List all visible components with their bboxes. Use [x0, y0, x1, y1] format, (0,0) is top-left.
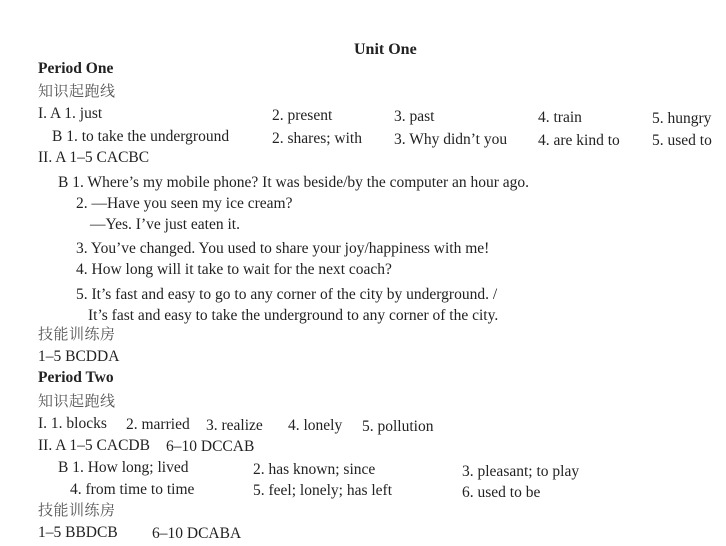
answer-item: II. A 1–5 CACDB	[38, 437, 150, 454]
answer-item: 2. shares; with	[272, 130, 362, 147]
section-knowledge-start: 知识起跑线	[38, 392, 116, 410]
answer-item: II. A 1–5 CACBC	[38, 149, 150, 166]
answer-item: I. 1. blocks	[38, 415, 107, 432]
section-skill-training: 技能训练房	[38, 501, 116, 519]
answer-item: 6. used to be	[462, 484, 541, 501]
answer-item: 1–5 BBDCB	[38, 524, 118, 541]
section-knowledge-start: 知识起跑线	[38, 82, 116, 100]
period-one-heading: Period One	[38, 60, 114, 77]
answer-sentence: B 1. Where’s my mobile phone? It was beside/by the computer an hour ago.	[58, 174, 530, 191]
answer-item: 6–10 DCABA	[152, 525, 242, 542]
answer-item: 5. hungry	[652, 110, 712, 127]
answer-item: 4. lonely	[288, 417, 343, 434]
answer-item: 5. feel; lonely; has left	[253, 482, 393, 499]
answer-item: 5. pollution	[362, 418, 434, 435]
answer-sentence: 3. You’ve changed. You used to share your joy/happiness with me!	[76, 240, 490, 257]
answer-item: 2. has known; since	[253, 461, 376, 478]
answer-item: 3. Why didn’t you	[394, 131, 508, 148]
answer-item: 6–10 DCCAB	[166, 438, 255, 455]
answer-item: 5. used to	[652, 132, 712, 149]
answer-item: 3. pleasant; to play	[462, 463, 580, 480]
answer-item: 4. are kind to	[538, 132, 620, 149]
answer-item: 2. married	[126, 416, 190, 433]
answer-sentence: —Yes. I’ve just eaten it.	[90, 216, 240, 233]
answer-item: B 1. How long; lived	[58, 459, 189, 476]
answer-sentence: 2. —Have you seen my ice cream?	[76, 195, 293, 212]
section-skill-training: 技能训练房	[38, 325, 116, 343]
answer-sentence: 5. It’s fast and easy to go to any corner of the city by underground. /	[76, 286, 498, 303]
answer-sentence: It’s fast and easy to take the underground to any corner of the city.	[88, 307, 499, 324]
unit-title: Unit One	[354, 41, 417, 58]
answer-item: 2. present	[272, 107, 333, 124]
answer-item: I. A 1. just	[38, 105, 103, 122]
answer-item: 4. train	[538, 109, 582, 126]
answer-item: 3. realize	[206, 417, 263, 434]
answer-sentence: 4. How long will it take to wait for the next coach?	[76, 261, 392, 278]
period-two-heading: Period Two	[38, 369, 114, 386]
answer-item: 3. past	[394, 108, 435, 125]
answer-item: 4. from time to time	[70, 481, 195, 498]
answer-item: B 1. to take the underground	[52, 128, 230, 145]
answer-item: 1–5 BCDDA	[38, 348, 120, 365]
